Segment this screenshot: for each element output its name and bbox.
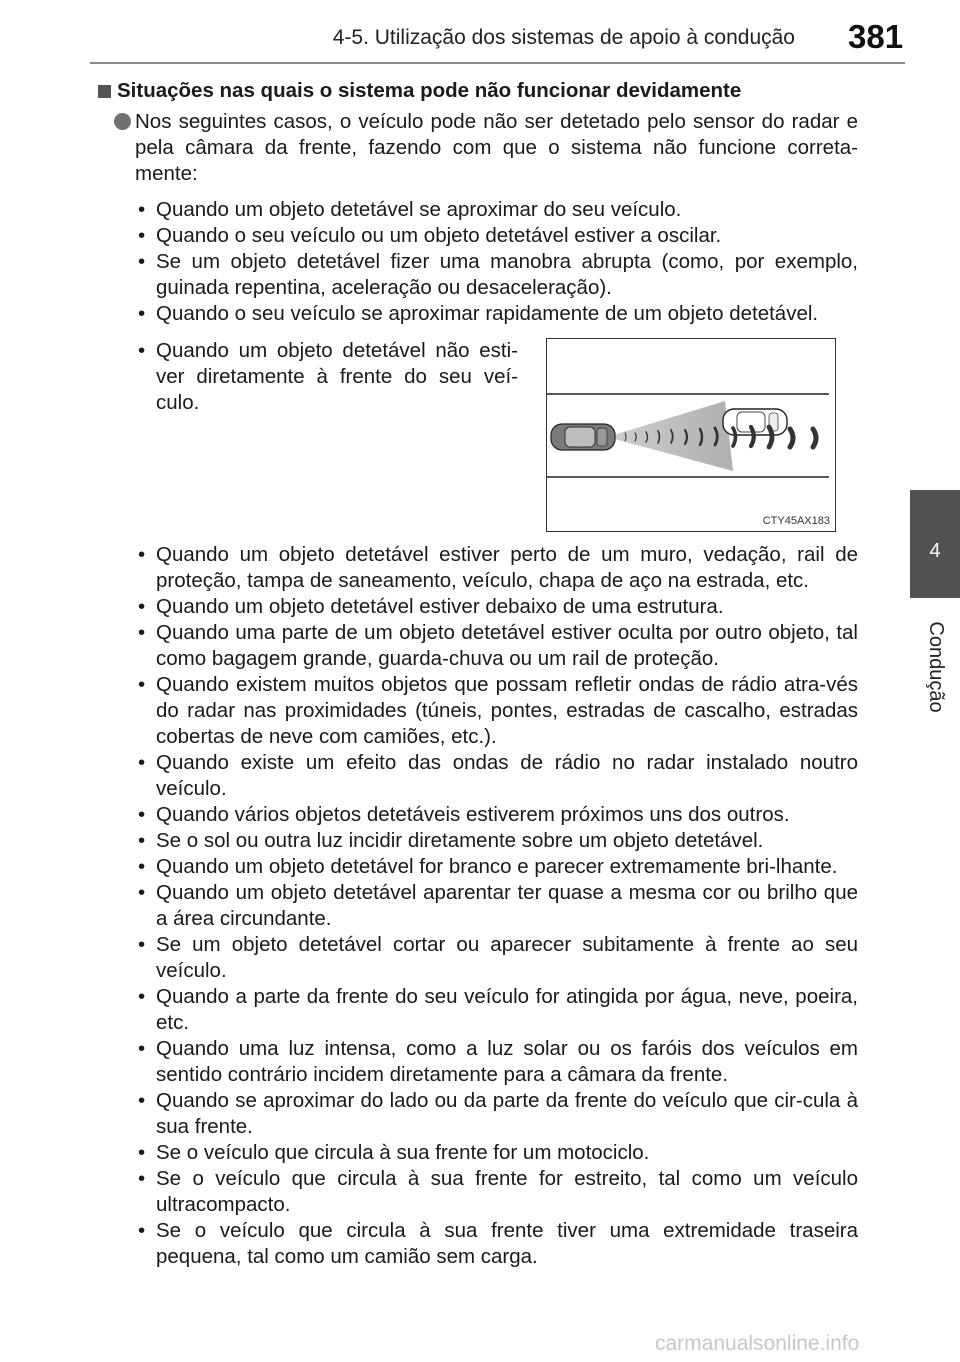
list-item: • Quando um objeto detetável estiver debaixo de uma estrutura. — [138, 595, 724, 618]
header-divider — [90, 62, 905, 64]
bullet-list-top — [98, 197, 858, 327]
list-item: • Se o veículo que circula à sua frente for um motociclo. — [138, 1141, 650, 1164]
list-item: • Se o sol ou outra luz incidir diretamente sobre um objeto detetável. — [138, 829, 764, 852]
circle-bullet-icon — [114, 113, 131, 130]
intro-paragraph — [98, 109, 858, 187]
figure-code: CTY45AX183 — [762, 515, 830, 527]
page-header — [0, 0, 960, 62]
figure-row — [98, 338, 858, 532]
bullet-list-figure — [98, 338, 518, 416]
list-item: • Quando existem muitos objetos que possam refletir ondas de rádio atra-vés do radar nas proximidades (túneis, pontes, estradas de cascalho, estradas cobertas de neve com camiões, etc.). — [138, 673, 858, 748]
illustration-offset-vehicle — [546, 338, 836, 532]
own-vehicle — [551, 424, 615, 450]
section-heading-text: Situações nas quais o sistema pode não funcionar devidamente — [117, 79, 742, 102]
site-watermark: carmanualsonline.info — [655, 1332, 860, 1355]
chapter-tab — [910, 490, 960, 598]
chapter-tab-number: 4 — [929, 540, 941, 562]
chapter-tab-label: Condução — [925, 621, 947, 713]
illustration-drawing — [547, 339, 834, 530]
list-item: • Quando um objeto detetável for branco e parecer extremamente bri-lhante. — [138, 855, 838, 878]
list-item: • Se o veículo que circula à sua frente tiver uma extremidade traseira pequena, tal como um camião sem carga. — [138, 1219, 858, 1268]
page-content — [98, 78, 858, 1270]
list-item: • Se o veículo que circula à sua frente for estreito, tal como um veículo ultracompacto. — [138, 1167, 858, 1216]
list-item: • Quando uma parte de um objeto detetável estiver oculta por outro objeto, tal como bagagem grande, guarda-chuva ou um rail de proteção. — [138, 621, 858, 670]
list-item: • Se um objeto detetável cortar ou aparecer subitamente à frente ao seu veículo. — [138, 933, 858, 982]
list-item: • Se um objeto detetável fizer uma manobra abrupta (como, por exemplo, guinada repentina, aceleração ou desaceleração). — [138, 250, 858, 299]
list-item: • Quando um objeto detetável aparentar ter quase a mesma cor ou brilho que a área circundante. — [138, 881, 858, 930]
page-number: 381 — [848, 18, 904, 55]
list-item: • Quando um objeto detetável estiver perto de um muro, vedação, rail de proteção, tampa de saneamento, veículo, chapa de aço na estrada, etc. — [138, 543, 858, 592]
list-item: • Quando uma luz intensa, como a luz solar ou os faróis dos veículos em sentido contrário incidem diretamente para a câmara da frente. — [138, 1037, 858, 1086]
chapter-title: 4-5. Utilização dos sistemas de apoio à condução — [332, 26, 795, 49]
intro-text: Nos seguintes casos, o veículo pode não ser detetado pelo sensor do radar e pela câmara da frente, fazendo com que o sistema não funcione correta-mente: — [135, 110, 858, 185]
list-item: • Quando o seu veículo se aproximar rapidamente de um objeto detetável. — [138, 302, 819, 325]
bullet-list-bottom — [98, 542, 858, 1270]
list-item: • Quando um objeto detetável não esti-ver diretamente à frente do seu veí-culo. — [138, 339, 518, 414]
list-item: • Quando a parte da frente do seu veículo for atingida por água, neve, poeira, etc. — [138, 985, 858, 1034]
list-item: • Quando vários objetos detetáveis estiverem próximos uns dos outros. — [138, 803, 790, 826]
list-item: • Quando um objeto detetável se aproximar do seu veículo. — [138, 198, 682, 221]
list-item: • Quando existe um efeito das ondas de rádio no radar instalado noutro veículo. — [138, 751, 858, 800]
section-heading — [98, 78, 858, 104]
square-bullet-icon — [98, 85, 111, 98]
list-item: • Quando se aproximar do lado ou da parte da frente do veículo que cir-cula à sua frente. — [138, 1089, 858, 1138]
list-item: • Quando o seu veículo ou um objeto detetável estiver a oscilar. — [138, 224, 722, 247]
